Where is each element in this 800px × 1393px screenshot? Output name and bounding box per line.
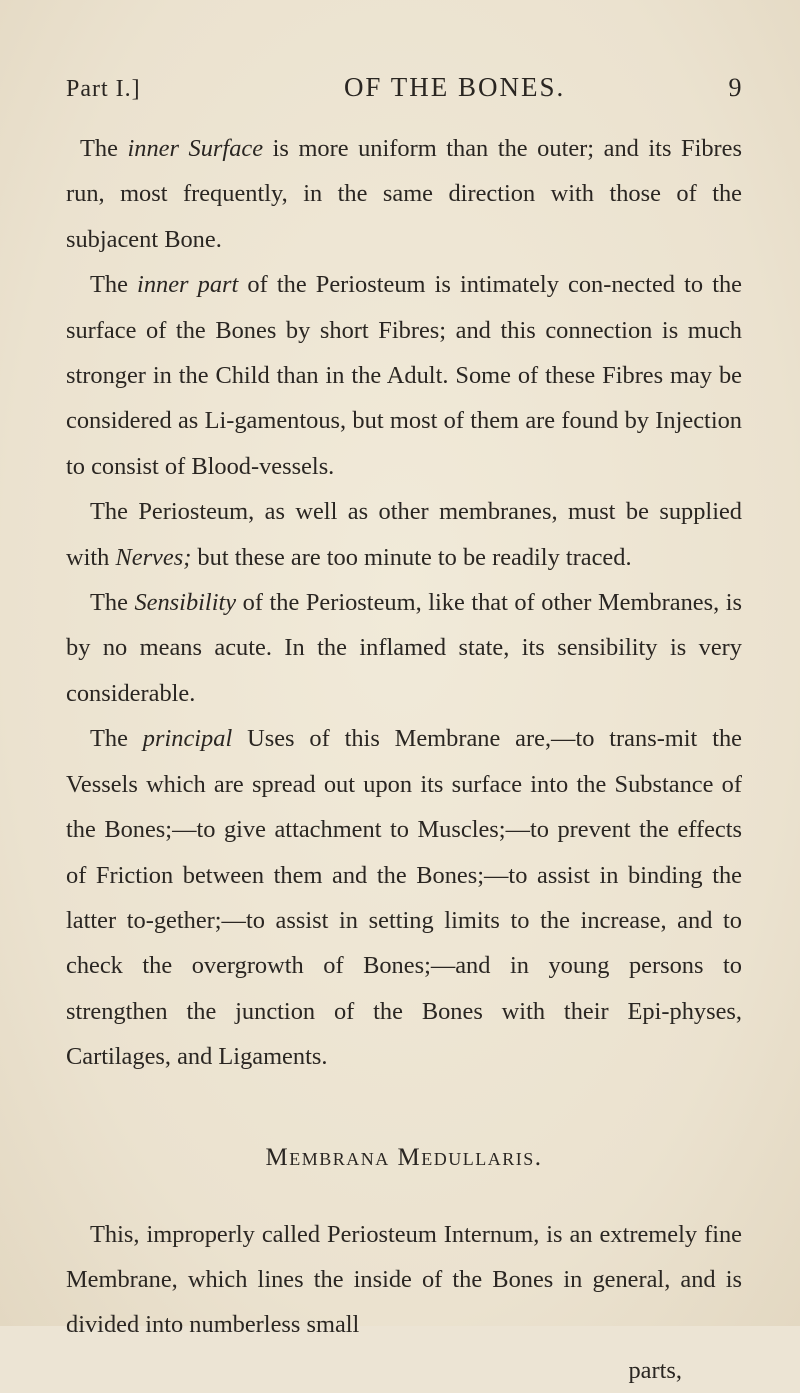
paragraph-text: The: [90, 271, 138, 299]
paragraph-text: The: [80, 135, 128, 162]
paragraph-inner-part: [66, 262, 742, 489]
paragraph-text: of the Periosteum, like that of other Membranes, is by no means acute. In the inflamed state, its sensibility is very considerable.: [66, 589, 742, 707]
italic-term: inner Surface: [127, 135, 264, 162]
chapter-title: OF THE BONES.: [343, 72, 566, 102]
part-label: Part I.]: [66, 76, 141, 102]
paragraph-text: Uses of this Membrane are,—to trans-mit the Vessels which are spread out upon its surface into the Substance of the Bones;—to give attachment to Muscles;—to prevent the effects of Friction between them and the Bones;—to assist in binding the latter to-gether;—to assist in setting limits to the increase, and to check the overgrowth of Bones;—and in young persons to strengthen the junction of the Bones with their Epi-physes, Cartilages, and Ligaments.: [66, 725, 742, 1071]
body-text: [66, 126, 742, 1080]
paragraph-text: is more uniform than the outer; and its Fibres run, most frequently, in the same direction with those of the subjacent Bone.: [66, 135, 742, 253]
page-number: 9: [728, 73, 742, 102]
paragraph-text: of the Periosteum is intimately con-nected to the surface of the Bones by short Fibres; and this connection is much stronger in the Child than in the Adult. Some of these Fibres may be considered as Li-gamentous, but most of them are found by Injection to consist of Blood-vessels.: [66, 271, 742, 480]
paragraph-membrana-medullaris: This, improperly called Periosteum Internum, is an extremely fine Membrane, which lines the inside of the Bones in general, and is divided into numberless small: [66, 1220, 742, 1339]
italic-term: Sensibility: [134, 589, 237, 617]
paragraph-text: The: [90, 725, 143, 753]
italic-term: inner part: [137, 271, 239, 299]
italic-term: Nerves;: [115, 543, 192, 571]
paragraph-nerves: [66, 489, 742, 580]
paragraph-text: The: [90, 589, 135, 617]
paragraph-text: but these are too minute to be readily traced.: [191, 543, 632, 571]
paragraph-uses: [66, 716, 742, 1079]
catchword: parts,: [628, 1356, 682, 1384]
paragraph-text: The Periosteum, as well as other membranes, must be supplied with: [66, 498, 742, 571]
section-body: [66, 1212, 742, 1348]
section-heading: Membrana Medullaris.: [265, 1143, 543, 1171]
paragraph-sensibility: [66, 580, 742, 716]
paragraph-inner-surface: [66, 126, 742, 262]
italic-term: principal: [142, 725, 233, 753]
running-head: [66, 72, 742, 110]
